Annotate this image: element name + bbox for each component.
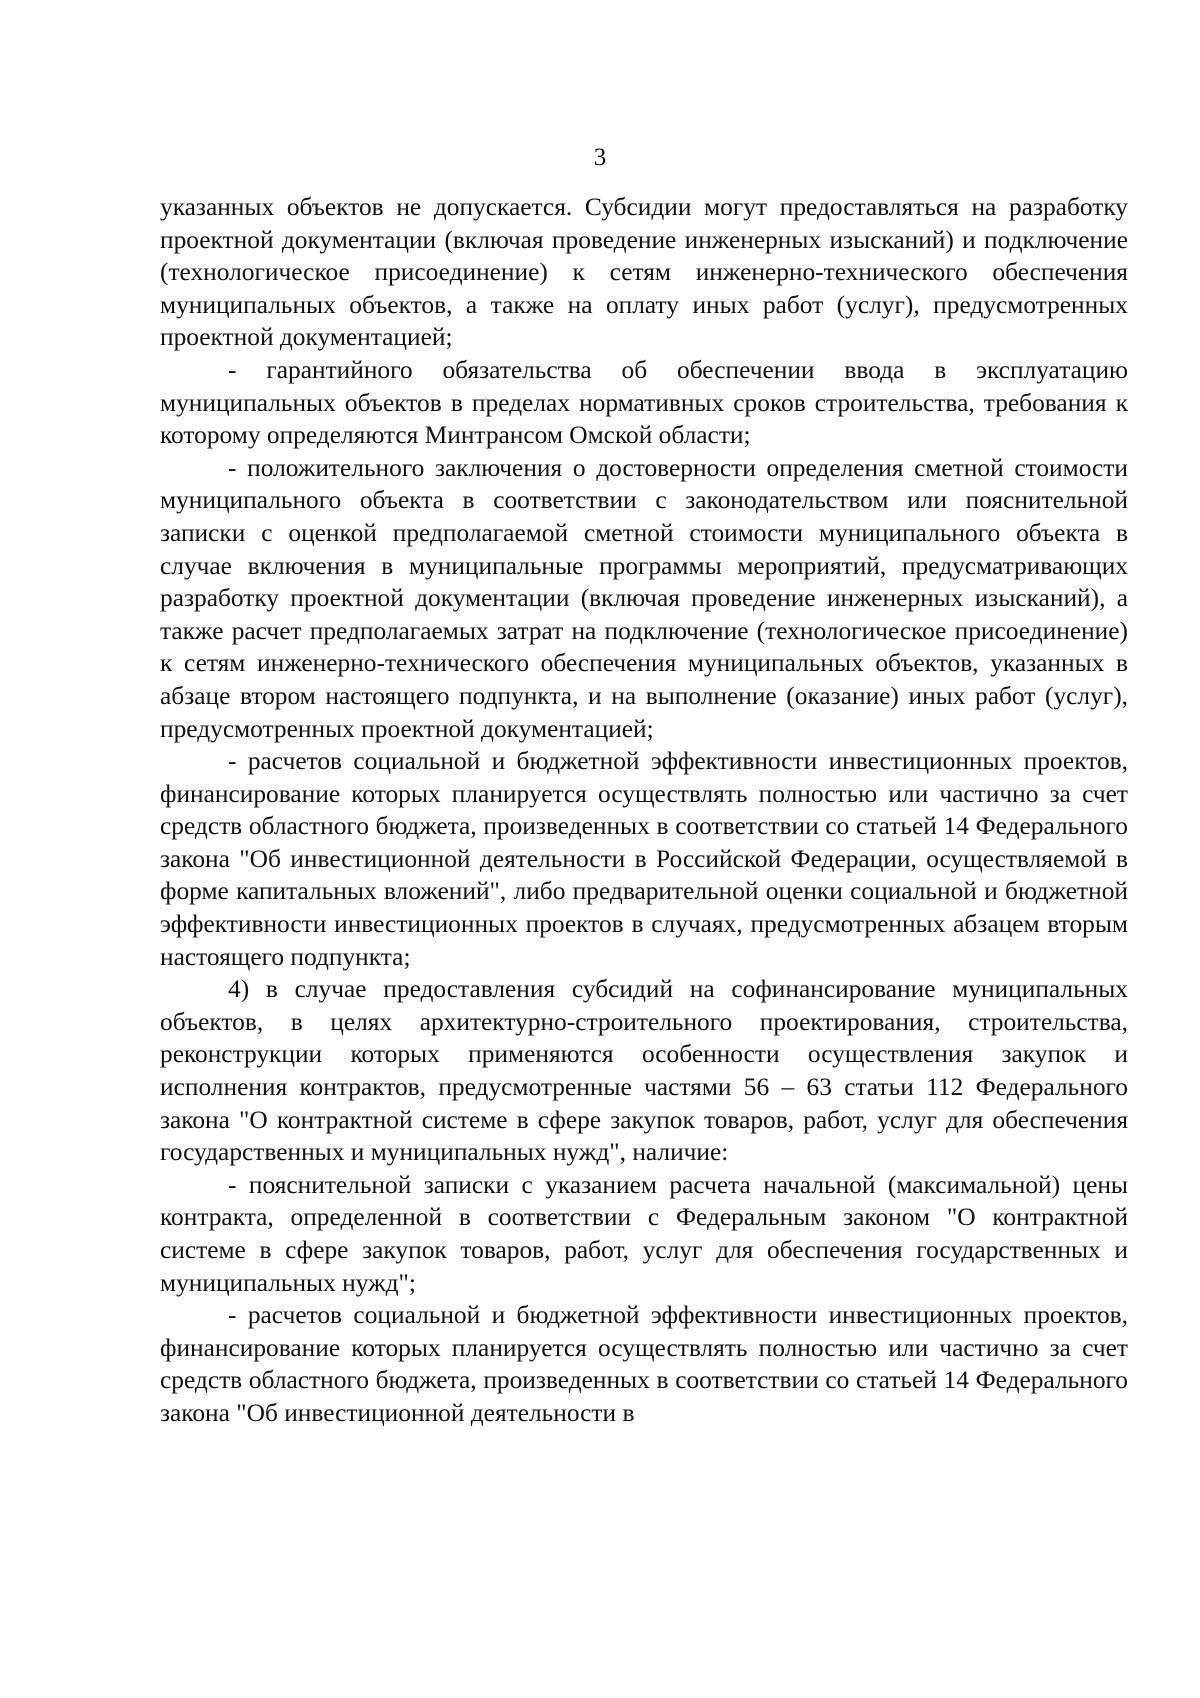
page-number: 3: [593, 144, 607, 171]
paragraph: - пояснительной записки с указанием расчета начальной (максимальной) цены контракта, определенной в соответствии с Федеральным законом "О контрактной системе в сфере закупок товаров, работ, услуг для обеспечения государственных и муниципальных нужд";: [160, 1170, 1128, 1297]
document-body: [160, 191, 1128, 1430]
paragraph: 4) в случае предоставления субсидий на софинансирование муниципальных объектов, в целях архитектурно-строительного проектирования, строительства, реконструкции которых применяются особенности осуществления закупок и исполнения контрактов, предусмотренные частями 56 – 63 статьи 112 Федерального закона "О контрактной системе в сфере закупок товаров, работ, услуг для обеспечения государственных и муниципальных нужд", наличие:: [160, 975, 1128, 1167]
paragraph: указанных объектов не допускается. Субсидии могут предоставляться на разработку проектной документации (включая проведение инженерных изысканий) и подключение (технологическое присоединение) к сетям инженерно-технического обеспечения муниципальных объектов, а также на оплату иных работ (услуг), предусмотренных проектной документацией;: [160, 193, 1128, 352]
paragraph: - положительного заключения о достоверности определения сметной стоимости муниципального объекта в соответствии с законодательством или пояснительной записки с оценкой предполагаемой сметной стоимости муниципального объекта в случае включения в муниципальные программы мероприятий, предусматривающих разработку проектной документации (включая проведение инженерных изысканий), а также расчет предполагаемых затрат на подключение (технологическое присоединение) к сетям инженерно-технического обеспечения муниципальных объектов, указанных в абзаце втором настоящего подпункта, и на выполнение (оказание) иных работ (услуг), предусмотренных проектной документацией;: [160, 453, 1128, 743]
paragraph: - гарантийного обязательства об обеспечении ввода в эксплуатацию муниципальных объектов в пределах нормативных сроков строительства, требования к которому определяются Минтрансом Омской области;: [160, 355, 1128, 450]
paragraph-continued: - расчетов социальной и бюджетной эффективности инвестиционных проектов, финансирование которых планируется осуществлять полностью или частично за счет средств областного бюджета, произведенных в соответствии со статьей 14 Федерального закона "Об инвестиционной деятельности в: [160, 1301, 1128, 1427]
paragraph: - расчетов социальной и бюджетной эффективности инвестиционных проектов, финансирование которых планируется осуществлять полностью или частично за счет средств областного бюджета, произведенных в соответствии со статьей 14 Федерального закона "Об инвестиционной деятельности в Российской Федерации, осуществляемой в форме капитальных вложений", либо предварительной оценки социальной и бюджетной эффективности инвестиционных проектов в случаях, предусмотренных абзацем вторым настоящего подпункта;: [160, 747, 1128, 971]
